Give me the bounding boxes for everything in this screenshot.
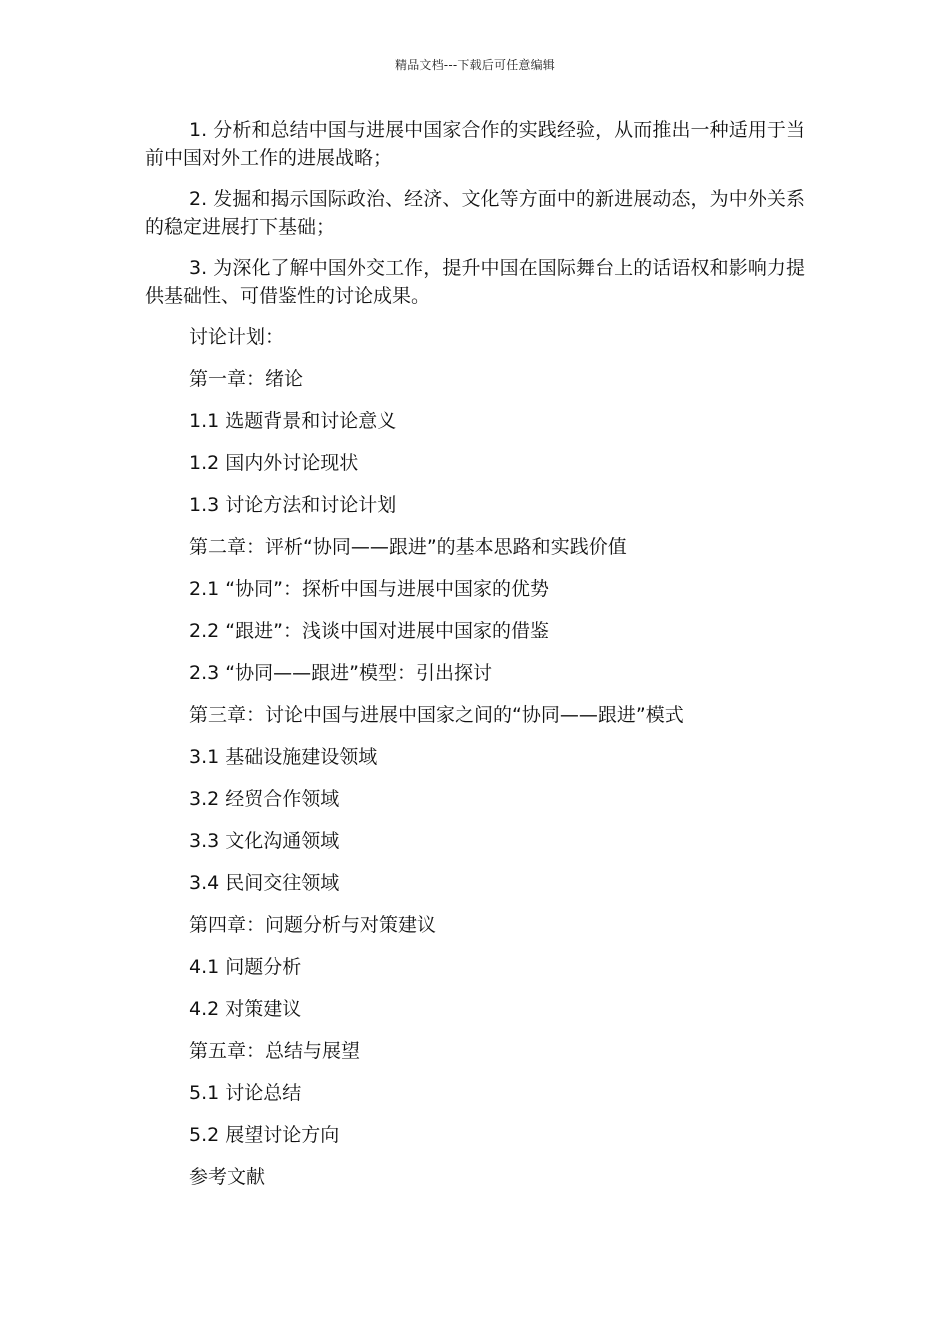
chapter-1-title: 第一章：绪论 (189, 368, 304, 390)
section-3-1: 3.1 基础设施建设领域 (189, 746, 378, 768)
chapter-4-title: 第四章：问题分析与对策建议 (189, 914, 437, 936)
objective-paragraph-1: 1. 分析和总结中国与进展中国家合作的实践经验，从而推出一种适用于当前中国对外工作的进展战略； (145, 119, 805, 169)
section-2-1: 2.1 “协同”：探析中国与进展中国家的优势 (189, 578, 549, 600)
section-1-2: 1.2 国内外讨论现状 (189, 452, 359, 474)
section-1-3: 1.3 讨论方法和讨论计划 (189, 494, 397, 516)
section-1-1: 1.1 选题背景和讨论意义 (189, 410, 397, 432)
objective-paragraph-2: 2. 发掘和揭示国际政治、经济、文化等方面中的新进展动态，为中外关系的稳定进展打下基础； (145, 188, 805, 238)
chapter-5-title: 第五章：总结与展望 (189, 1040, 361, 1062)
plan-title: 讨论计划： (189, 326, 285, 348)
section-2-3: 2.3 “协同——跟进”模型：引出探讨 (189, 662, 492, 684)
references-title: 参考文献 (189, 1166, 266, 1188)
section-5-1: 5.1 讨论总结 (189, 1082, 302, 1104)
section-5-2: 5.2 展望讨论方向 (189, 1124, 340, 1146)
section-3-2: 3.2 经贸合作领域 (189, 788, 340, 810)
chapter-3-title: 第三章：讨论中国与进展中国家之间的“协同——跟进”模式 (189, 704, 684, 726)
chapter-2-title: 第二章：评析“协同——跟进”的基本思路和实践价值 (189, 536, 627, 558)
section-3-4: 3.4 民间交往领域 (189, 872, 340, 894)
document-body (145, 116, 805, 1205)
section-4-2: 4.2 对策建议 (189, 998, 302, 1020)
section-3-3: 3.3 文化沟通领域 (189, 830, 340, 852)
objective-paragraph-3: 3. 为深化了解中国外交工作，提升中国在国际舞台上的话语权和影响力提供基础性、可借鉴性的讨论成果。 (145, 257, 805, 307)
section-4-1: 4.1 问题分析 (189, 956, 302, 978)
section-2-2: 2.2 “跟进”：浅谈中国对进展中国家的借鉴 (189, 620, 549, 642)
page-header: 精品文档---下载后可任意编辑 (395, 58, 555, 72)
